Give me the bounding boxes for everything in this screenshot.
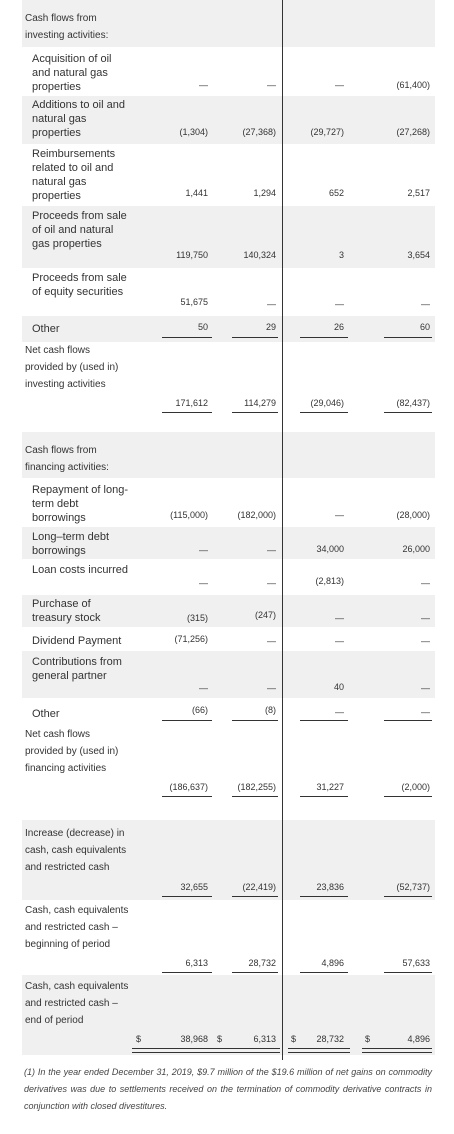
- total-value: (82,437): [396, 398, 430, 408]
- row-value: 652: [328, 188, 344, 198]
- row-value: 1,294: [253, 188, 276, 198]
- row-label: Dividend Payment: [32, 635, 122, 647]
- row-value: 34,000: [316, 544, 344, 554]
- row-value: —: [267, 80, 276, 90]
- row-value: 26: [333, 322, 344, 332]
- summary-label: Cash, cash equivalents and restricted cash – end of period: [25, 981, 129, 1026]
- total-value: 31,227: [316, 782, 344, 792]
- subtotal-rule: [384, 720, 432, 721]
- summary-value: 38,968: [180, 1034, 208, 1044]
- row-label: Proceeds from sale of oil and natural gas properties: [32, 210, 127, 250]
- total-rule: [162, 972, 212, 973]
- summary-value: (22,419): [242, 882, 276, 892]
- row-value: 60: [419, 322, 430, 332]
- row-value: 119,750: [176, 250, 208, 260]
- total-rule: [300, 796, 348, 797]
- row-value: 40: [333, 682, 344, 692]
- row-label: Other: [32, 708, 60, 720]
- row-value: (27,368): [242, 127, 276, 137]
- row-value: 29: [265, 322, 276, 332]
- subtotal-rule: [162, 720, 212, 721]
- total-value: (182,255): [237, 782, 276, 792]
- financing-header: Cash flows from financing activities:: [25, 445, 109, 473]
- total-rule: [162, 412, 212, 413]
- summary-value: 23,836: [316, 882, 344, 892]
- row-value: (61,400): [396, 80, 430, 90]
- double-rule: [132, 1048, 214, 1053]
- column-divider: [282, 0, 283, 1060]
- total-rule: [232, 412, 278, 413]
- summary-value: 4,896: [407, 1034, 430, 1044]
- total-rule: [384, 412, 432, 413]
- row-label: Additions to oil and natural gas properties: [32, 99, 125, 139]
- row-value: (247): [254, 610, 276, 620]
- row-value: —: [421, 707, 430, 717]
- row-value: —: [421, 683, 430, 693]
- row-value: —: [335, 299, 344, 309]
- total-value: (29,046): [310, 398, 344, 408]
- row-value: (66): [191, 705, 208, 715]
- row-value: (27,268): [396, 127, 430, 137]
- row-value: —: [421, 578, 430, 588]
- total-value: (186,637): [169, 782, 208, 792]
- total-rule: [232, 896, 278, 897]
- row-value: (315): [186, 613, 208, 623]
- currency-symbol: $: [291, 1034, 297, 1044]
- subtotal-rule: [300, 337, 348, 338]
- row-value: —: [421, 636, 430, 646]
- row-value: —: [267, 299, 276, 309]
- total-value: 171,612: [175, 398, 208, 408]
- currency-symbol: $: [365, 1034, 371, 1044]
- summary-value: 4,896: [321, 958, 344, 968]
- row-value: 51,675: [180, 297, 208, 307]
- investing-header: Cash flows from investing activities:: [25, 13, 109, 41]
- row-value: —: [421, 613, 430, 623]
- row-value: (8): [265, 705, 276, 715]
- investing-total-label: Net cash flows provided by (used in) investing activities: [25, 345, 119, 390]
- financing-total-label: Net cash flows provided by (used in) financing activities: [25, 729, 119, 774]
- total-value: (2,000): [401, 782, 430, 792]
- row-label: Reimbursements related to oil and natural gas properties: [32, 148, 116, 202]
- row-value: (29,727): [310, 127, 344, 137]
- total-rule: [162, 896, 212, 897]
- total-rule: [384, 896, 432, 897]
- total-rule: [162, 796, 212, 797]
- total-rule: [300, 896, 348, 897]
- row-value: —: [267, 683, 276, 693]
- row-value: (182,000): [237, 510, 276, 520]
- row-value: —: [267, 578, 276, 588]
- row-value: 140,324: [243, 250, 276, 260]
- total-rule: [300, 972, 348, 973]
- row-value: —: [335, 613, 344, 623]
- subtotal-rule: [300, 720, 348, 721]
- row-value: —: [267, 636, 276, 646]
- subtotal-rule: [162, 337, 212, 338]
- subtotal-rule: [232, 720, 278, 721]
- row-value: —: [335, 510, 344, 520]
- row-label: Purchase of treasury stock: [32, 598, 101, 624]
- row-value: —: [335, 707, 344, 717]
- row-value: —: [199, 683, 208, 693]
- summary-value: 28,732: [316, 1034, 344, 1044]
- summary-value: 57,633: [402, 958, 430, 968]
- total-value: 114,279: [244, 398, 276, 408]
- row-value: —: [199, 545, 208, 555]
- row-value: (28,000): [396, 510, 430, 520]
- row-value: (1,304): [179, 127, 208, 137]
- row-value: (2,813): [315, 576, 344, 586]
- double-rule: [214, 1048, 280, 1053]
- row-value: —: [335, 636, 344, 646]
- row-value: 1,441: [185, 188, 208, 198]
- summary-value: 28,732: [248, 958, 276, 968]
- summary-label: Cash, cash equivalents and restricted cash – beginning of period: [25, 905, 129, 950]
- row-value: 50: [197, 322, 208, 332]
- row-value: 26,000: [402, 544, 430, 554]
- row-value: (71,256): [174, 634, 208, 644]
- row-value: —: [335, 80, 344, 90]
- total-rule: [232, 796, 278, 797]
- row-value: —: [199, 80, 208, 90]
- summary-value: (52,737): [396, 882, 430, 892]
- footnote: (1) In the year ended December 31, 2019, $9.7 million of the $19.6 million of net gains on commodity derivatives was due to settlements received on the termination of commodity derivative contracts in conjunction with closed divestitures.: [24, 1067, 432, 1111]
- double-rule: [288, 1048, 350, 1053]
- subtotal-rule: [232, 337, 278, 338]
- row-label: Contributions from general partner: [32, 656, 122, 682]
- row-value: —: [421, 299, 430, 309]
- row-label: Long–term debt borrowings: [32, 531, 110, 557]
- total-rule: [384, 796, 432, 797]
- row-value: 3: [338, 250, 344, 260]
- row-value: 3,654: [407, 250, 430, 260]
- row-label: Repayment of long-term debt borrowings: [32, 484, 128, 524]
- summary-value: 32,655: [180, 882, 208, 892]
- row-label: Other: [32, 323, 60, 335]
- row-label: Proceeds from sale of equity securities: [32, 272, 127, 298]
- currency-symbol: $: [217, 1034, 223, 1044]
- summary-label: Increase (decrease) in cash, cash equivalents and restricted cash: [25, 828, 127, 873]
- row-label: Loan costs incurred: [32, 564, 128, 576]
- total-rule: [384, 972, 432, 973]
- row-value: —: [199, 578, 208, 588]
- total-rule: [300, 412, 348, 413]
- subtotal-rule: [384, 337, 432, 338]
- row-label: Acquisition of oil and natural gas properties: [32, 53, 112, 93]
- row-value: —: [267, 545, 276, 555]
- row-value: (115,000): [170, 510, 208, 520]
- row-value: 2,517: [407, 188, 430, 198]
- total-rule: [232, 972, 278, 973]
- summary-value: 6,313: [253, 1034, 276, 1044]
- double-rule: [362, 1048, 432, 1053]
- summary-value: 6,313: [185, 958, 208, 968]
- currency-symbol: $: [136, 1034, 142, 1044]
